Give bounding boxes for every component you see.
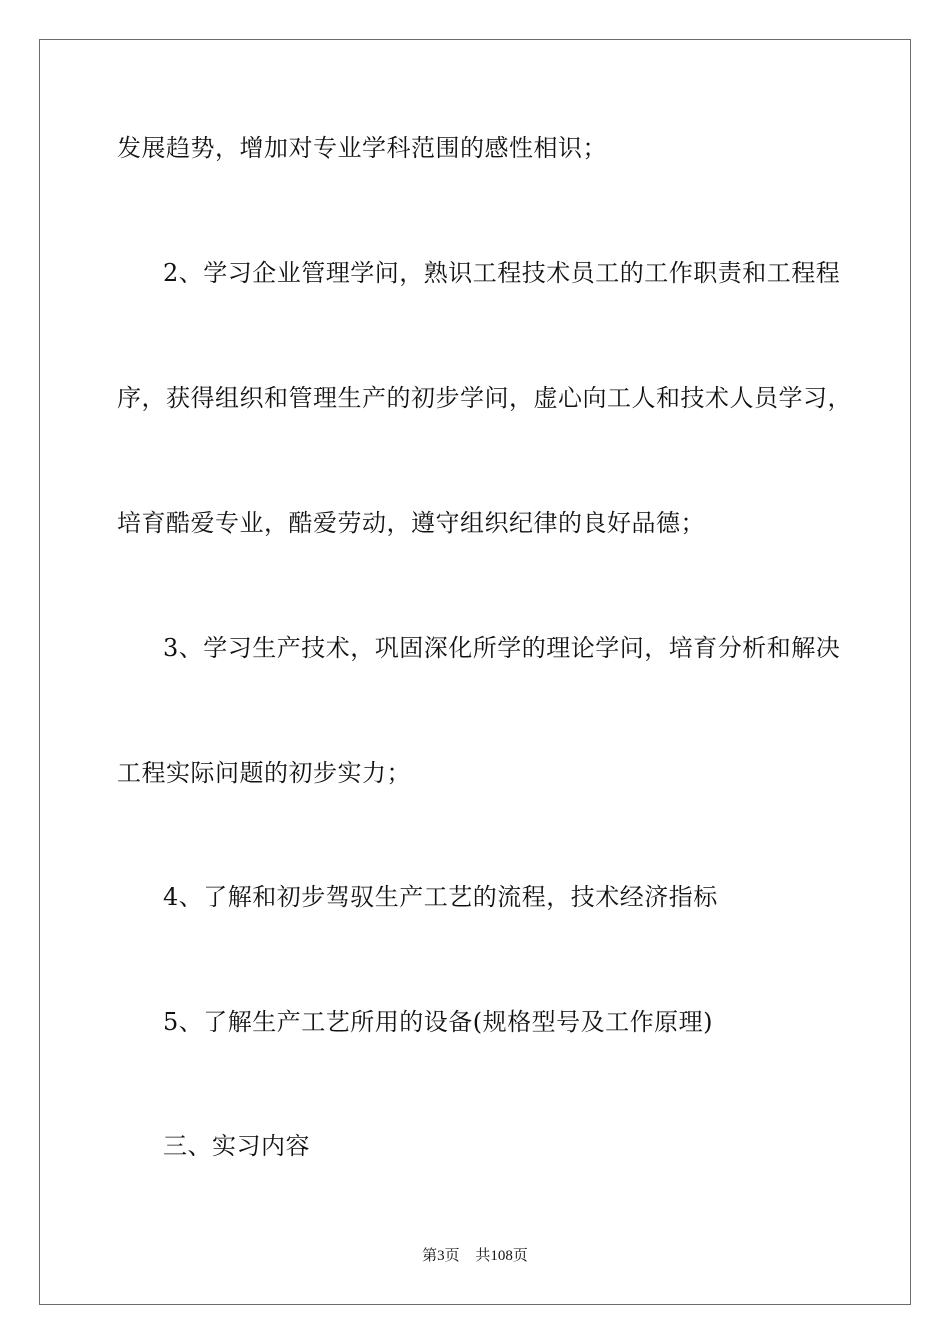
page-total: 共108页 <box>475 1248 528 1264</box>
paragraph-line: 工程实际问题的初步实力； <box>117 759 411 787</box>
section-heading: 三、实习内容 <box>163 1132 310 1160</box>
page-footer <box>0 1246 950 1266</box>
paragraph-line: 3、学习生产技术，巩固深化所学的理论学问，培育分析和解决 <box>163 634 841 662</box>
paragraph-line: 2、学习企业管理学问，熟识工程技术员工的工作职责和工程程 <box>163 259 841 287</box>
paragraph-line: 序，获得组织和管理生产的初步学问，虚心向工人和技术人员学习， <box>117 384 852 412</box>
paragraph-line: 发展趋势，增加对专业学科范围的感性相识； <box>117 134 607 162</box>
page-number: 第3页 <box>422 1248 460 1264</box>
page-border <box>39 39 911 1305</box>
paragraph-line: 培育酷爱专业，酷爱劳动，遵守组织纪律的良好品德； <box>117 509 705 537</box>
paragraph-line: 4、了解和初步驾驭生产工艺的流程，技术经济指标 <box>163 883 718 911</box>
paragraph-line: 5、了解生产工艺所用的设备(规格型号及工作原理) <box>163 1008 713 1036</box>
